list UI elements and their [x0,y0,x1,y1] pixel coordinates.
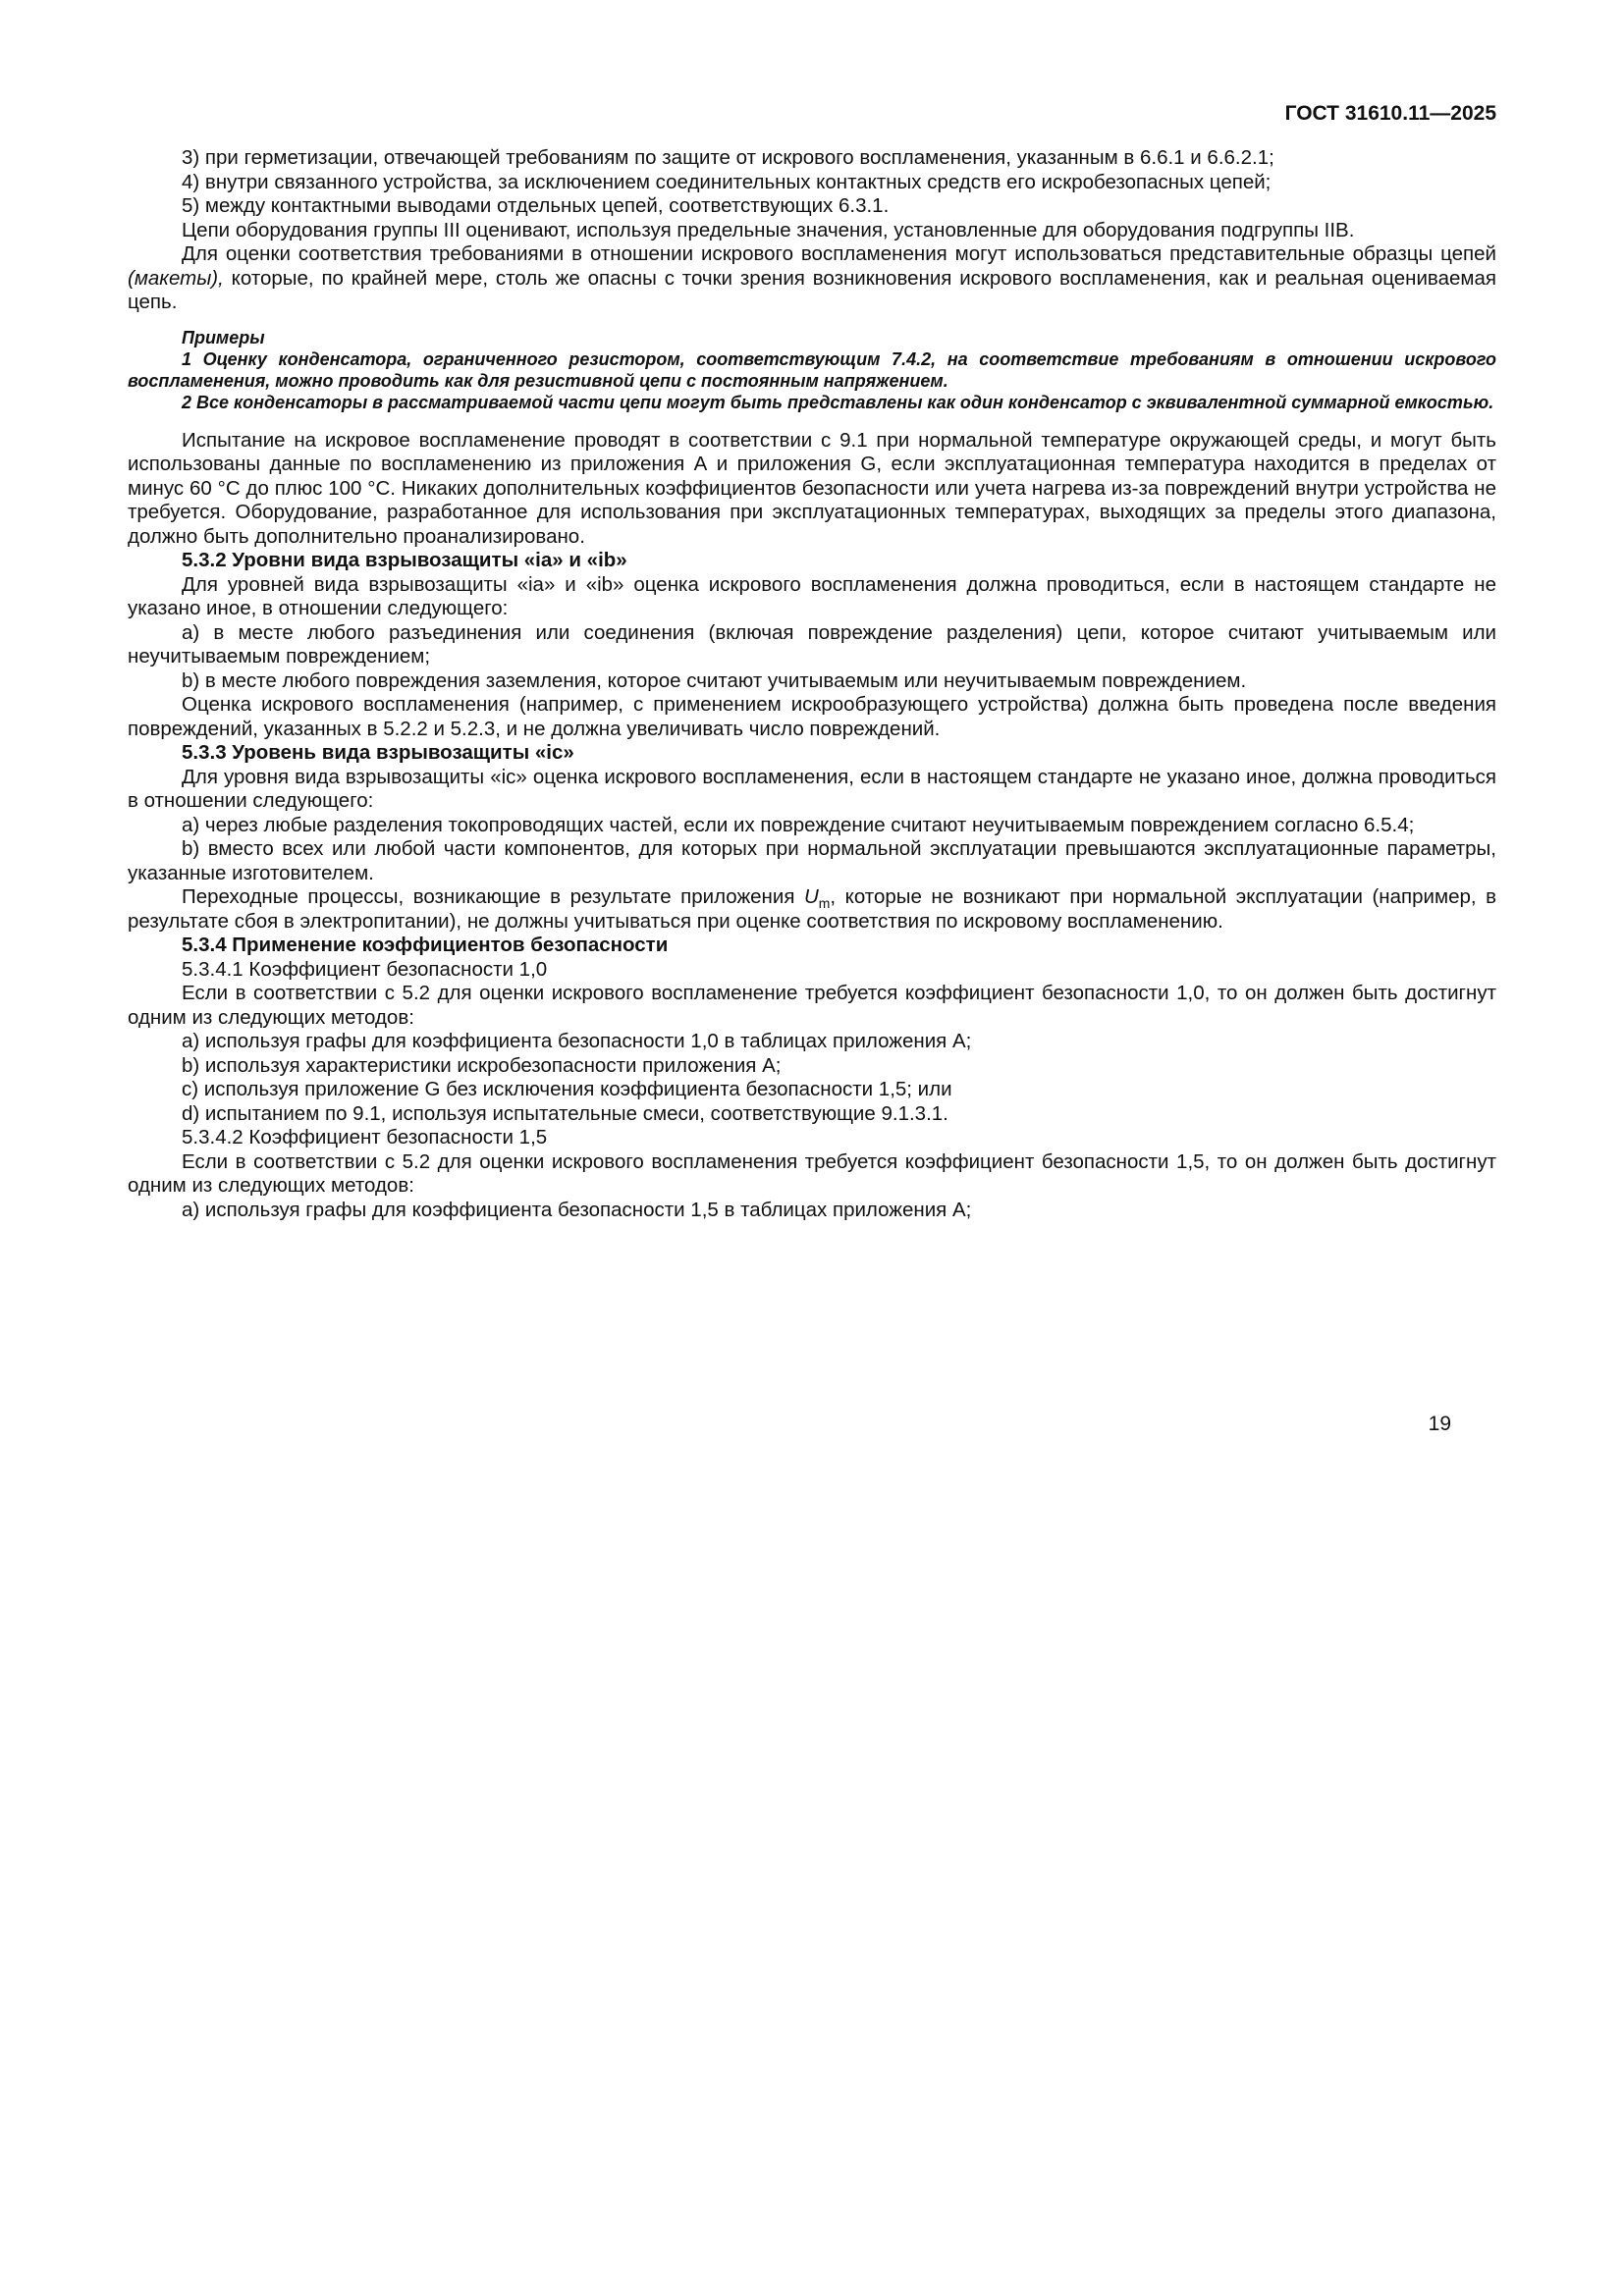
paragraph [128,885,1496,934]
text-run: 1 Оценку конденсатора, ограниченного резистором, соответствующим 7.4.2, на соответствие требованиям в отношении искрового воспламенения, можно проводить как для резистивной цепи с постоянным напряжением. [128,348,1496,391]
paragraph [128,837,1496,885]
text-run: Если в соответствии с 5.2 для оценки искрового воспламенение требуется коэффициент безопасности 1,0, то он должен быть достигнут одним из следующих методов: [128,982,1496,1029]
paragraph [128,982,1496,1030]
paragraph [128,573,1496,621]
section-heading [128,549,1496,573]
text-run: a) используя графы для коэффициента безопасности 1,0 в таблицах приложения А; [182,1030,972,1052]
text-run: 5.3.3 Уровень вида взрывозащиты «ic» [182,741,574,764]
text-run: a) через любые разделения токопроводящих частей, если их повреждение считают неучитываемым повреждением согласно 6.5.4; [182,813,1415,836]
text-run: a) в месте любого разъединения или соединения (включая повреждение разделения) цепи, которое считают учитываемым или неучитываемым повреждением; [128,620,1496,667]
paragraph [128,429,1496,550]
text-run: Для уровня вида взрывозащиты «ic» оценка искрового воспламенения, если в настоящем стандарте не указано иное, должна проводиться в отношении следующего: [128,765,1496,812]
text-run: b) используя характеристики искробезопасности приложения А; [182,1053,782,1077]
paragraph [128,219,1496,243]
standard-code: ГОСТ 31610.11—2025 [1284,102,1496,125]
text-run: b) вместо всех или любой части компонентов, для которых при нормальной эксплуатации превышаются эксплуатационные параметры, указанные изготовителем. [128,837,1496,884]
paragraph [128,1126,1496,1150]
document-body [128,146,1496,1222]
text-run: Испытание на искровое воспламенение проводят в соответствии с 9.1 при нормальной температуре окружающей среды, и могут быть использованы данные по воспламенению из приложения А и приложения G, если эксплуатационная температура находится в пределах от минус 60 °С до плюс 100 °С. Никаких дополнительных коэффициентов безопасности или учета нагрева из-за повреждений внутри устройства не требуется. Оборудование, разработанное для использования при эксплуатационных температурах, выходящих за пределы этого диапазона, должно быть дополнительно проанализировано. [128,428,1496,548]
text-run: U [803,885,819,908]
text-run: 5) между контактными выводами отдельных цепей, соответствующих 6.3.1. [182,194,890,217]
text-run: а) используя графы для коэффициента безопасности 1,5 в таблицах приложения А; [182,1198,972,1221]
text-run: m [818,895,831,912]
section-heading [128,934,1496,958]
paragraph [128,1102,1496,1127]
text-run: 5.3.4.2 Коэффициент безопасности 1,5 [182,1126,548,1148]
page-number: 19 [1428,1413,1451,1435]
paragraph [128,1078,1496,1102]
text-run: , которые не возникают при нормальной эксплуатации (например, в результате сбоя в электропитании), не должны учитываться при оценке соответствия по искровому воспламенению. [128,885,1496,933]
text-run: 3) при герметизации, отвечающей требованиям по защите от искрового воспламенения, указанным в 6.6.1 и 6.6.2.1; [182,146,1274,169]
text-run: Цепи оборудования группы III оценивают, используя предельные значения, установленные для оборудования подгруппы IIB. [182,218,1355,241]
text-run: Переходные процессы, возникающие в результате приложения [182,885,804,908]
text-run: Примеры [182,327,265,347]
paragraph [128,958,1496,983]
paragraph [128,693,1496,741]
section-heading [128,741,1496,766]
paragraph [128,1054,1496,1079]
paragraph [128,766,1496,814]
paragraph [128,146,1496,171]
paragraph [128,621,1496,669]
text-run: (макеты), [128,266,224,290]
text-run: 4) внутри связанного устройства, за исключением соединительных контактных средств его искробезопасных цепей; [182,170,1272,193]
paragraph [128,171,1496,195]
text-run: 5.3.4 Применение коэффициентов безопасности [182,934,669,956]
paragraph [128,194,1496,219]
text-run: Если в соответствии с 5.2 для оценки искрового воспламенения требуется коэффициент безопасности 1,5, то он должен быть достигнут одним из следующих методов: [128,1149,1496,1197]
text-run: Для уровней вида взрывозащиты «ia» и «ib» оценка искрового воспламенения должна проводиться, если в настоящем стандарте не указано иное, в отношении следующего: [128,572,1496,619]
text-run: d) испытанием по 9.1, используя испытательные смеси, соответствующие 9.1.3.1. [182,1101,948,1125]
text-run: 2 Все конденсаторы в рассматриваемой части цепи могут быть представлены как один конденсатор с эквивалентной суммарной емкостью. [182,392,1494,412]
text-run: которые, по крайней мере, столь же опасны с точки зрения возникновения искрового воспламенения, как и реальная оцениваемая цепь. [128,266,1496,313]
paragraph [128,1150,1496,1199]
paragraph [128,1199,1496,1223]
text-run: Оценка искрового воспламенения (например, с применением искрообразующего устройства) должна быть проведена после введения повреждений, указанных в 5.2.2 и 5.2.3, и не должна увеличивать число повреждений. [128,693,1496,740]
text-run: b) в месте любого повреждения заземления, которое считают учитываемым или неучитываемым повреждением. [182,668,1247,692]
text-run: 5.3.4.1 Коэффициент безопасности 1,0 [182,957,548,981]
paragraph [128,327,1496,348]
paragraph [128,669,1496,694]
paragraph [128,348,1496,392]
text-run: Для оценки соответствия требованиями в отношении искрового воспламенения могут использоваться представительные образцы цепей [182,242,1496,265]
text-run: 5.3.2 Уровни вида взрывозащиты «ia» и «ib» [182,549,627,571]
paragraph [128,1030,1496,1054]
paragraph [128,392,1496,413]
text-run: c) используя приложение G без исключения коэффициента безопасности 1,5; или [182,1078,952,1100]
paragraph [128,242,1496,315]
document-header [128,101,1496,126]
paragraph [128,814,1496,838]
